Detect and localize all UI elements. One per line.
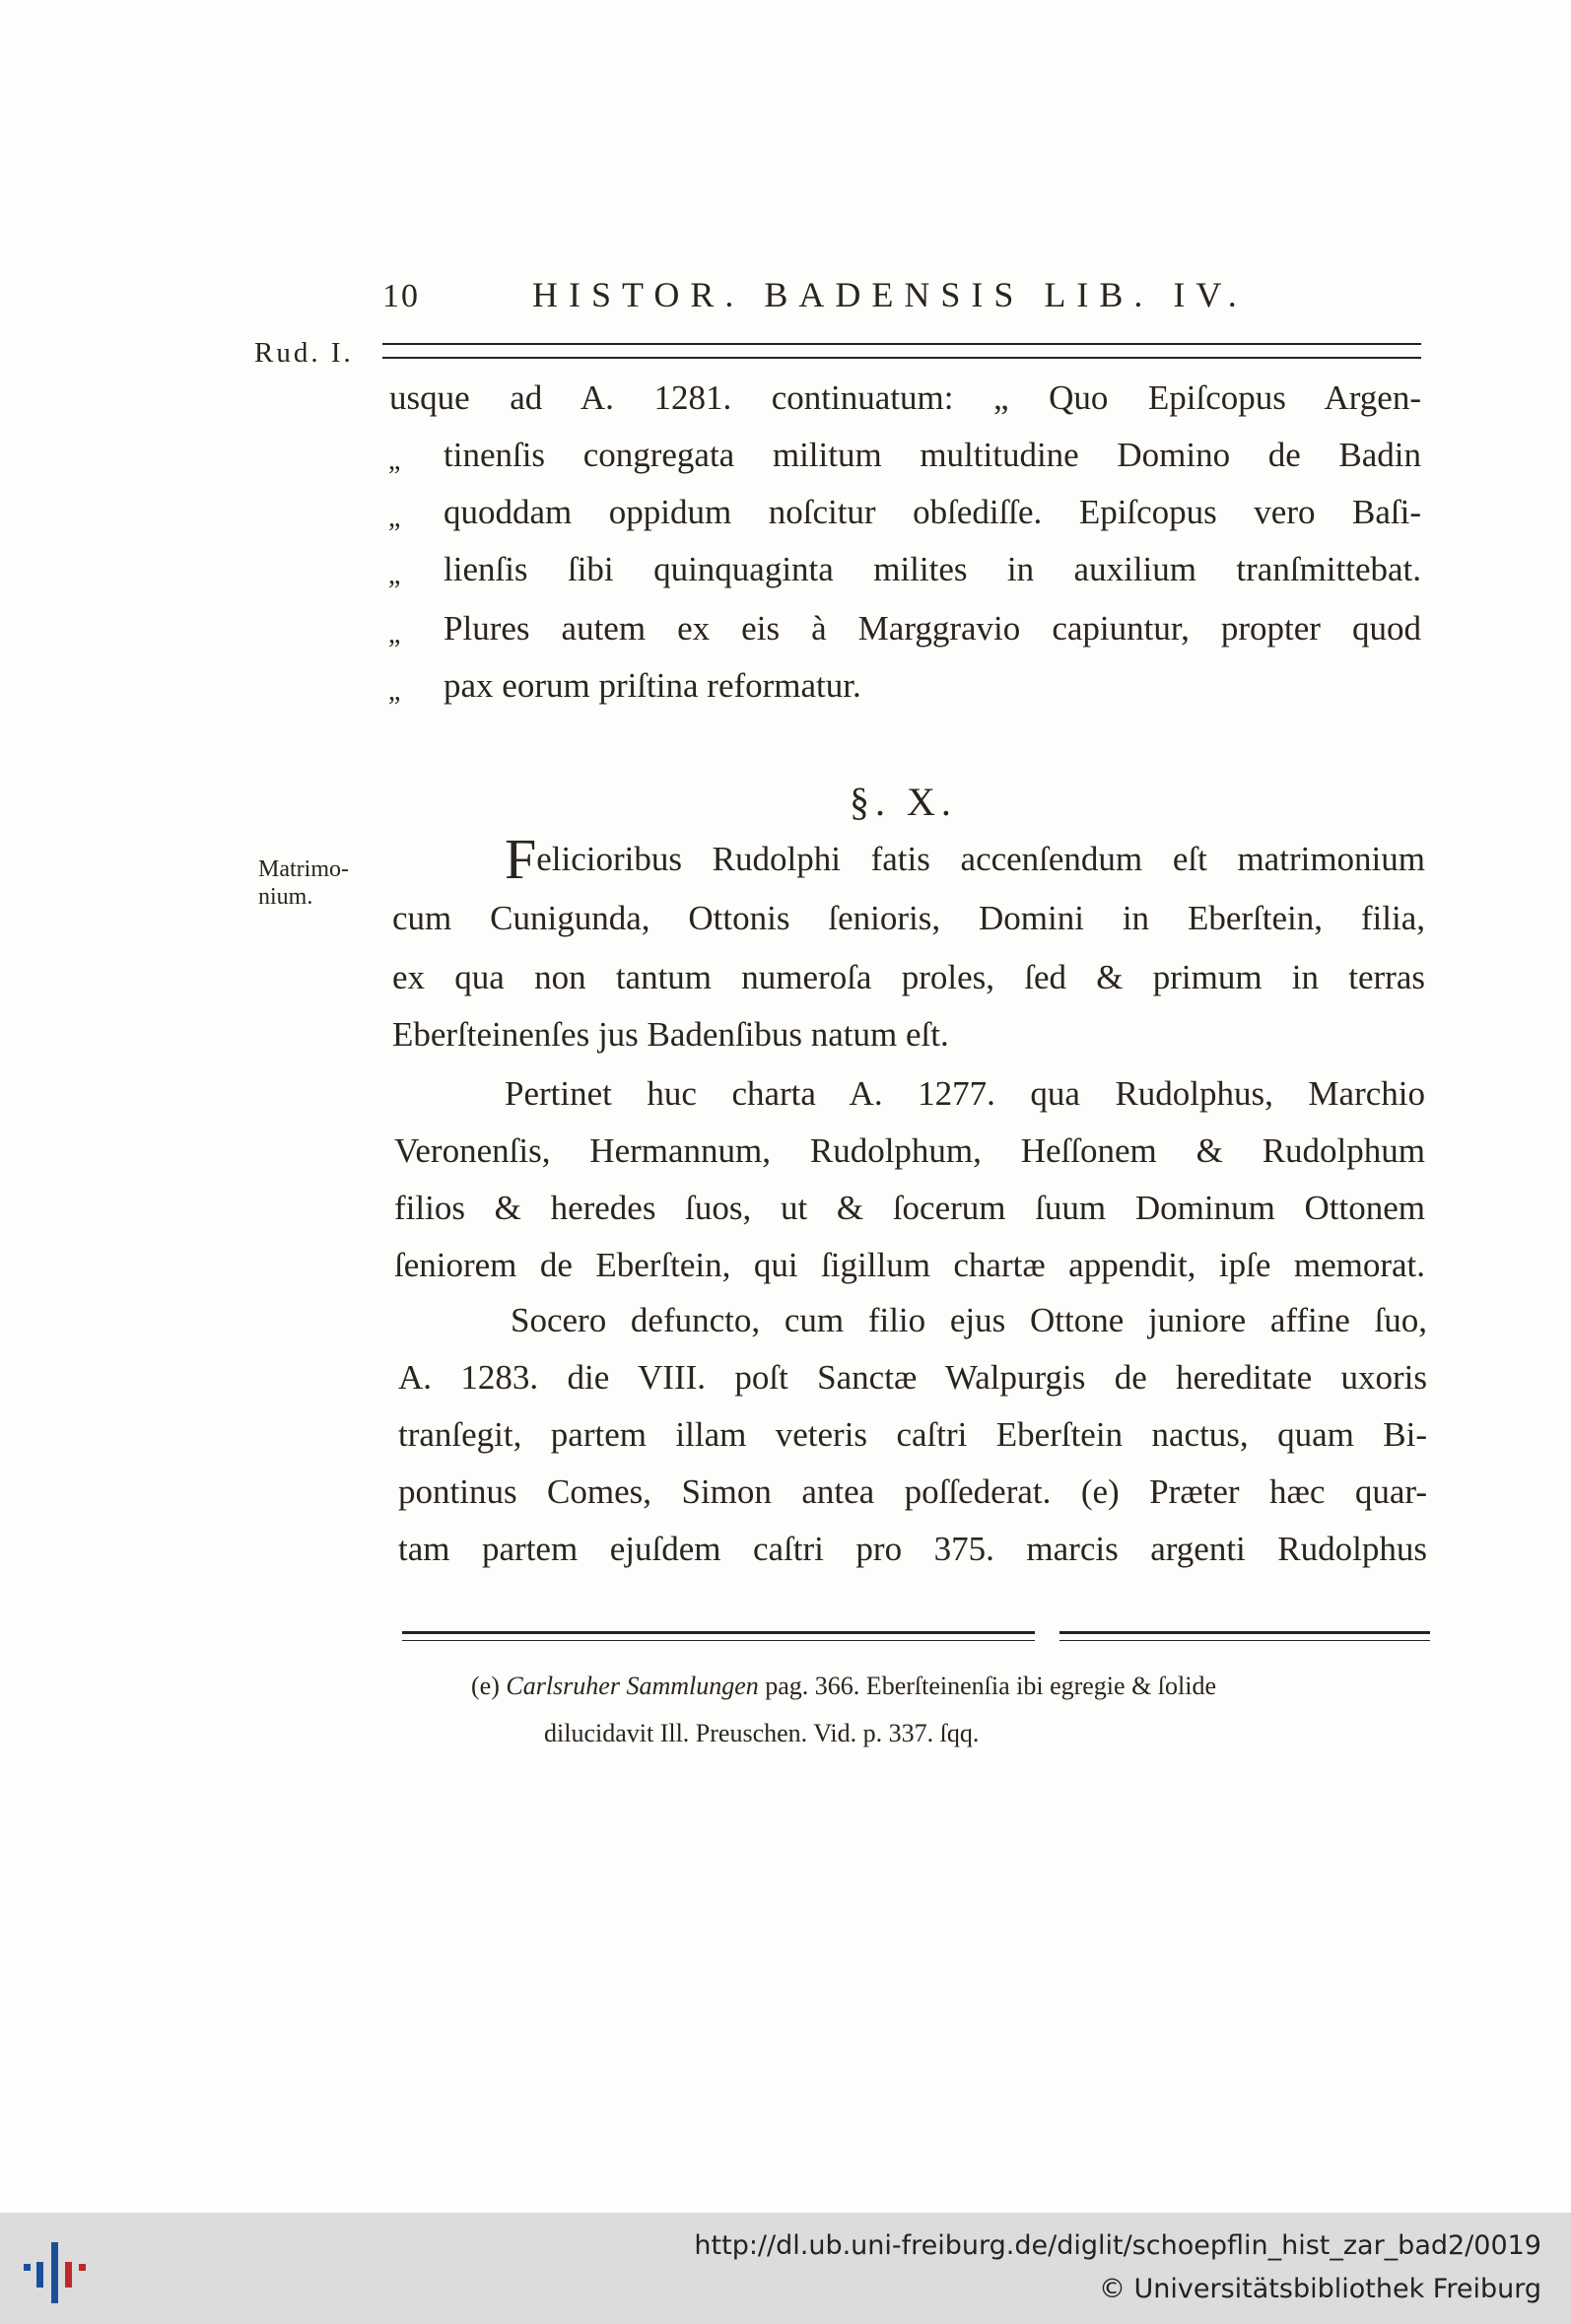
text-line: lienſis ſibi quinquaginta milites in auxilium tranſmittebat. [444,550,1421,588]
footnote-text: pag. 366. Eberſteinenſia ibi egregie & ſolide [765,1672,1217,1700]
footnote-rule [1059,1631,1430,1641]
running-title: HISTOR. BADENSIS LIB. IV. [532,275,1248,314]
footnote-mark: (e) [471,1672,500,1700]
text-line: pontinus Comes, Simon antea poſſederat. (e) Præter hæc quar- [398,1472,1427,1511]
quote-mark: „ [388,445,401,476]
text-line: Socero defuncto, cum filio ejus Ottone juniore affine ſuo, [511,1301,1427,1339]
page-number: 10 [382,278,420,314]
footer-url-link[interactable]: http://dl.ub.uni-freiburg.de/diglit/schoepflin_hist_zar_bad2/0019 [694,2230,1541,2261]
text-line: pax eorum priſtina reformatur. [444,666,861,705]
text-line: filios & heredes ſuos, ut & ſocerum ſuum Dominum Ottonem [394,1189,1425,1227]
footnote-line: dilucidavit Ill. Preuschen. Vid. p. 337. ſqq. [544,1719,980,1747]
margin-note-line: Matrimo- [258,856,349,882]
section-heading: §. X. [850,780,957,824]
text-line-first [505,827,1425,891]
header-rule [382,343,1421,359]
quote-mark: „ [388,503,401,533]
text-line: cum Cunigunda, Ottonis ſenioris, Domini in Eberſtein, filia, [392,899,1425,937]
footnote-rule [402,1631,1035,1641]
margin-label: Rud. I. [254,337,354,369]
quote-mark: „ [388,676,401,707]
text-line: ex qua non tantum numeroſa proles, ſed & primum in terras [392,958,1425,996]
text-line: tranſegit, partem illam veteris caſtri Eberſtein nactus, quam Bi- [398,1415,1427,1454]
text-line: tam partem ejuſdem caſtri pro 375. marcis argenti Rudolphus [398,1530,1427,1568]
drop-cap: F [505,827,537,891]
text-line: A. 1283. die VIII. poſt Sanctæ Walpurgis de hereditate uxoris [398,1358,1427,1397]
library-logo-icon [20,2228,99,2307]
quote-mark: „ [388,560,401,590]
footnote-line [471,1672,1216,1701]
text-line: elicioribus Rudolphi fatis accenſendum eſt matrimonium [536,840,1425,878]
text-line: Veronenſis, Hermannum, Rudolphum, Heſſonem & Rudolphum [394,1131,1425,1170]
text-line: quoddam oppidum noſcitur obſediſſe. Epiſcopus vero Baſi- [444,493,1421,531]
footer-bar [0,2213,1571,2324]
text-line: usque ad A. 1281. continuatum: „ Quo Epiſcopus Argen- [389,378,1421,417]
text-line: Eberſteinenſes jus Badenſibus natum eſt. [392,1015,949,1054]
footer-copyright: © Universitätsbibliothek Freiburg [1098,2274,1541,2304]
margin-note-line: nium. [258,884,313,910]
footnote-source: Carlsruher Sammlungen [506,1672,759,1700]
text-line: Pertinet huc charta A. 1277. qua Rudolphus, Marchio [505,1074,1425,1113]
text-line: tinenſis congregata militum multitudine Domino de Badin [444,436,1421,474]
text-line: ſeniorem de Eberſtein, qui ſigillum chartæ appendit, ipſe memorat. [394,1246,1425,1284]
quote-mark: „ [388,619,401,649]
text-line: Plures autem ex eis à Marggravio capiuntur, propter quod [444,609,1421,648]
